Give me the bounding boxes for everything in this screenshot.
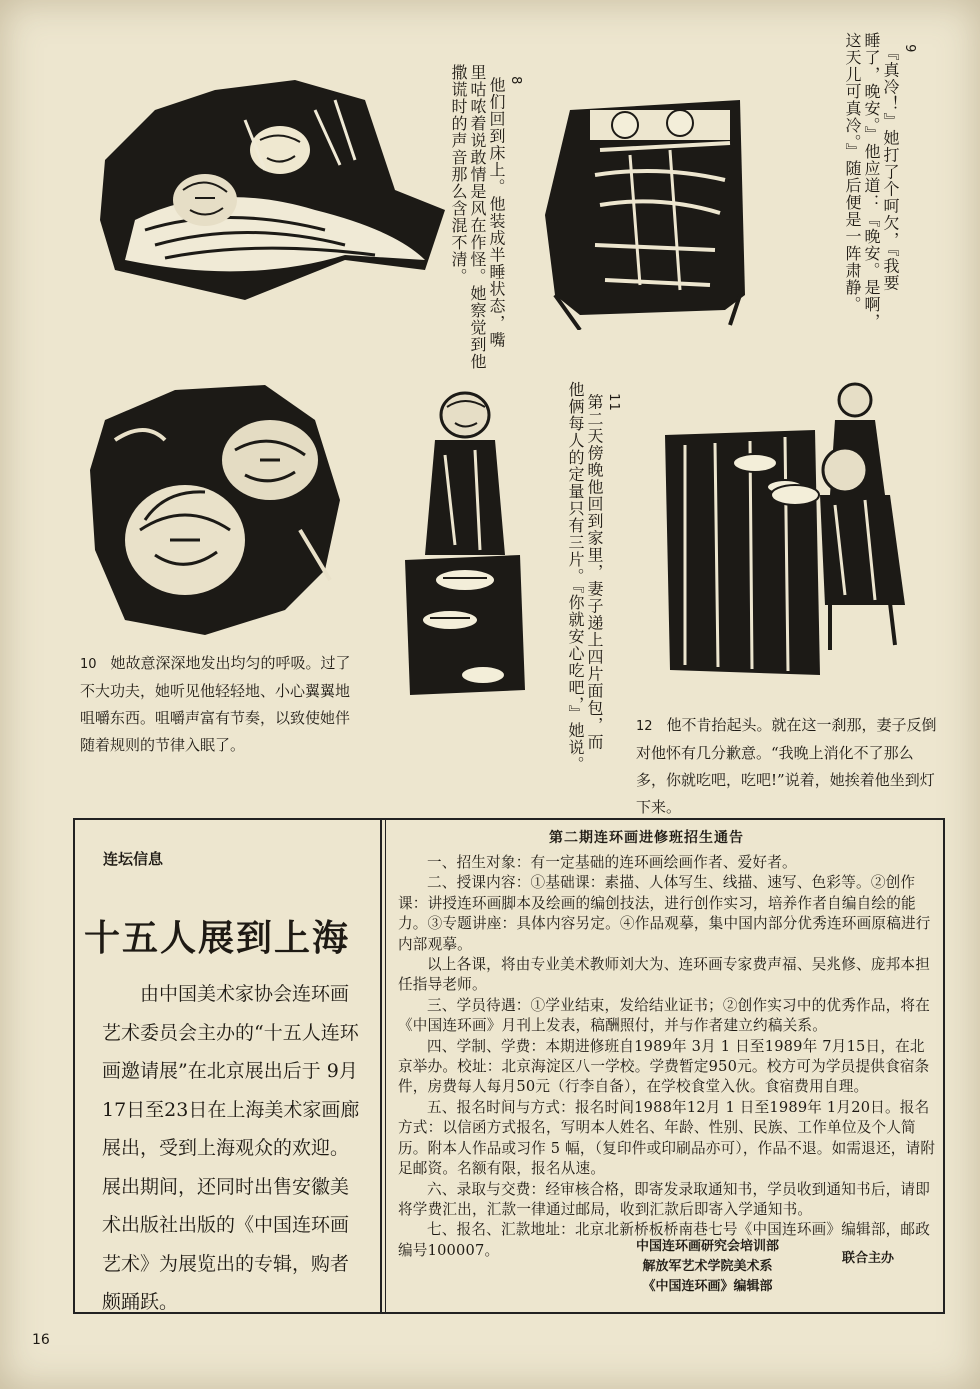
caption-9-number: 9	[902, 44, 917, 54]
caption-9	[843, 32, 938, 332]
news-column-label: 连坛信息	[103, 850, 164, 868]
notice-paragraph-2: 二、授课内容：①基础课：素描、人体写生、线描、速写、色彩等。②创作课：讲授连环画脚本及绘画的编创技法，进行创作实习，培养作者自编自绘的能力。③专题讲座：具体内容另定。④作品观摹，集中国内部分优秀连环画原稿进行内部观摹。	[398, 874, 931, 953]
notice-paragraph-6: 五、报名时间与方式：报名时间1988年12月 1 日至1989年 1月20日。报名方式：以信函方式报名，写明本人姓名、年龄、性别、民族、工作单位及个人简历。附本人作品或习作 5 幅，（复印件或印刷品亦可），作品不退。如需退还，请附足邮资。名额有限，报名从速。	[398, 1098, 936, 1178]
sponsor-1: 中国连环画研究会培训部	[636, 1239, 780, 1254]
notice-paragraph-4: 三、学员待遇：①学业结束，发给结业证书；②创作实习中的优秀作品，将在《中国连环画》月刊上发表，稿酬照付，并与作者建立约稿关系。	[398, 996, 930, 1035]
notice-title: 第二期连环画进修班招生通告	[549, 830, 744, 846]
illustration-12-table-couple	[660, 375, 925, 680]
caption-11-text: 第二天傍晚他回到家里，妻子递上四片面包，而 他俩每人的定量只有三片。『你就安心吃吧，』她说。	[566, 381, 604, 773]
illustration-8-couple-in-bed	[95, 70, 475, 310]
notice-body	[398, 853, 938, 1261]
caption-10-text: 她故意深深地发出均匀的呼吸。过了不大功夫，她听见他轻轻地、小心翼翼地咀嚼东西。咀嚼声富有节奏，以致使她伴随着规则的节律入眠了。	[80, 654, 351, 754]
caption-9-text: 『真冷！』她打了个呵欠，『我要 睡了，晚安。』他应道：『晚安。是啊， 这天儿可真冷。』随后便是一阵肃静。	[843, 32, 900, 330]
box-divider-inner	[385, 818, 386, 1314]
caption-8	[449, 64, 544, 370]
notice-paragraph-8: 七、报名、汇款地址：北京北新桥板桥南巷七号《中国连环画》编辑部，邮政编号100007。	[398, 1221, 930, 1259]
box-divider	[380, 818, 382, 1314]
notice-paragraph-1: 一、招生对象：有一定基础的连环画绘画作者、爱好者。	[427, 854, 797, 871]
joint-host-label: 联合主办	[842, 1251, 895, 1266]
caption-8-number: 8	[508, 76, 523, 86]
page-number: 16	[32, 1332, 50, 1348]
illustration-11-man-with-bread	[395, 385, 530, 700]
illustration-10-sleeping-faces	[85, 380, 355, 645]
notice-sponsors	[636, 1237, 779, 1297]
illustration-9-bed-top-view	[540, 95, 755, 330]
sponsor-3: 《中国连环画》编辑部	[642, 1279, 773, 1294]
notice-paragraph-5: 四、学制、学费：本期进修班自1989年 3月 1 日至1989年 7月15日，在北京举办。校址：北京海淀区八一学校。学费暂定950元。校方可为学员提供食宿条件，房费每人每月50元（行李自备），在学校食堂入伙。食宿费用自理。	[398, 1037, 930, 1096]
news-body: 由中国美术家协会连环画艺术委员会主办的“十五人连环画邀请展”在北京展出后于 9月17日至23日在上海美术家画廊展出，受到上海观众的欢迎。展出期间，还同时出售安徽美术出版社出版的《中国连环画艺术》为展览出的专辑，购者颇踊跃。	[102, 983, 360, 1313]
caption-8-text: 他们回到床上。他装成半睡状态，嘴 里咕哝着说敢情是风在作怪。她察觉到他 撒谎时的声音那么含混不清。	[449, 64, 506, 370]
notice-paragraph-7: 六、录取与交费：经审核合格，即寄发录取通知书，学员收到通知书后，请即将学费汇出，汇款一律通过邮局，收到汇款后即寄入学通知书。	[398, 1180, 930, 1218]
caption-10	[80, 650, 362, 759]
caption-12	[636, 712, 941, 821]
caption-12-text: 他不肯抬起头。就在这一刹那，妻子反倒对他怀有几分歉意。“我晚上消化不了那么多，你就吃吧，吃吧!”说着，她挨着他坐到灯下来。	[636, 716, 937, 816]
caption-10-number: 10	[80, 657, 97, 672]
notice-paragraph-3: 以上各课，将由专业美术教师刘大为、连环画专家费声福、吴兆修、庞邦本担任指导老师。	[398, 956, 930, 994]
caption-12-number: 12	[636, 719, 653, 734]
caption-11	[566, 381, 642, 773]
sponsor-2: 解放军艺术学院美术系	[642, 1259, 773, 1274]
caption-11-number: 11	[606, 393, 621, 412]
news-headline: 十五人展到上海	[84, 918, 351, 959]
